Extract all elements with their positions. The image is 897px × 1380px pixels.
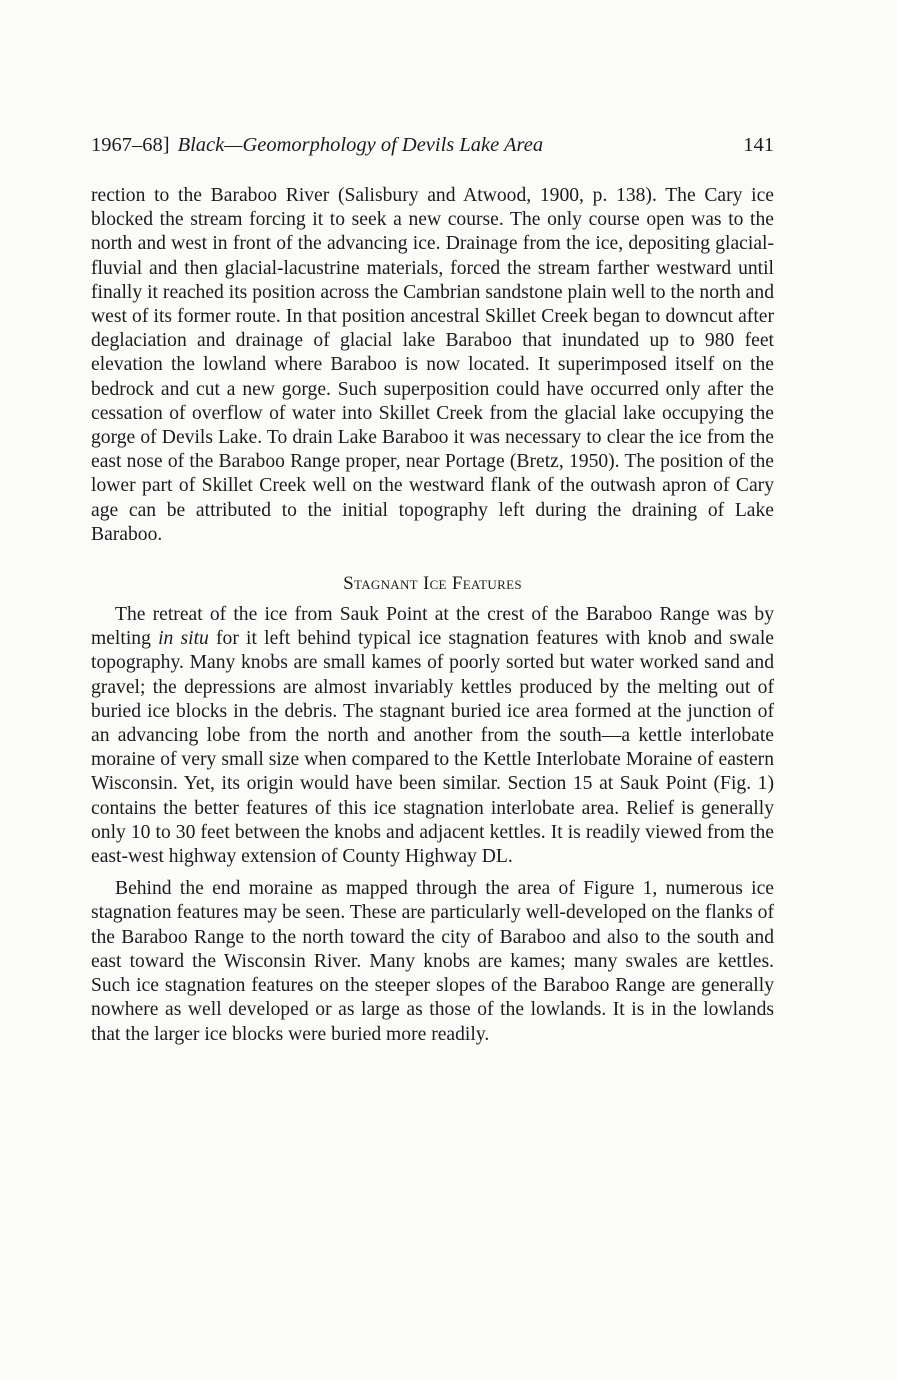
article-title: Black—Geomorphology of Devils Lake Area: [177, 134, 544, 156]
paragraph-continuation: rection to the Baraboo River (Salisbury and Atwood, 1900, p. 138). The Cary ice blocked the stream forcing it to seek a new course. The only course open was to the north and west in front of the advancing ice. Drainage from the ice, depositing glacial-fluvial and then glacial-lacustrine materials, forced the stream farther westward until finally it reached its position across the Cambrian sandstone plain well to the north and west of its former route. In that position ancestral Skillet Creek began to downcut after deglaciation and drainage of glacial lake Baraboo that inundated up to 980 feet elevation the lowland where Baraboo is now located. It superimposed itself on the bedrock and cut a new gorge. Such superposition could have occurred only after the cessation of overflow of water into Skillet Creek from the glacial lake occupying the gorge of Devils Lake. To drain Lake Baraboo it was necessary to clear the ice from the east nose of the Baraboo Range proper, near Portage (Bretz, 1950). The position of the lower part of Skillet Creek well on the westward flank of the outwash apron of Cary age can be attributed to the initial topography left during the draining of Lake Baraboo.: [91, 185, 774, 545]
paragraph-text: The retreat of the ice from Sauk Point at the crest of the Baraboo Range was by melting: [91, 604, 774, 650]
section-heading: Stagnant Ice Features: [343, 573, 522, 595]
paragraph-text: for it left behind typical ice stagnation features with knob and swale topography. Many knobs are small kames of poorly sorted but water worked sand and gravel; the depressions are almost invariably kettles produced by the melting out of buried ice blocks in the debris. The stagnant buried ice area formed at the junction of an advancing lobe from the north and another from the south—a kettle interlobate moraine of very small size when compared to the Kettle Interlobate Moraine of eastern Wisconsin. Yet, its origin would have been similar. Section 15 at Sauk Point (Fig. 1) contains the better features of this ice stagnation interlobate area. Relief is generally only 10 to 30 feet between the knobs and adjacent kettles. It is readily viewed from the east-west highway extension of County Highway DL.: [91, 628, 774, 868]
running-head-left: [91, 130, 543, 160]
journal-page: [91, 130, 774, 1047]
italic-term: in situ: [158, 628, 209, 650]
volume-years: 1967–68]: [91, 134, 170, 156]
paragraph-end-moraine: Behind the end moraine as mapped through the area of Figure 1, numerous ice stagnation features may be seen. These are particularly well-developed on the flanks of the Baraboo Range to the north toward the city of Baraboo and also to the south and east toward the Wisconsin River. Many knobs are kames; many swales are kettles. Such ice stagnation features on the steeper slopes of the Baraboo Range are generally nowhere as well developed or as large as those of the lowlands. It is in the lowlands that the larger ice blocks were buried more readily.: [91, 878, 774, 1045]
running-head: [91, 130, 774, 160]
paragraph-stagnant-ice: [91, 603, 774, 869]
page-number: 141: [743, 134, 774, 156]
